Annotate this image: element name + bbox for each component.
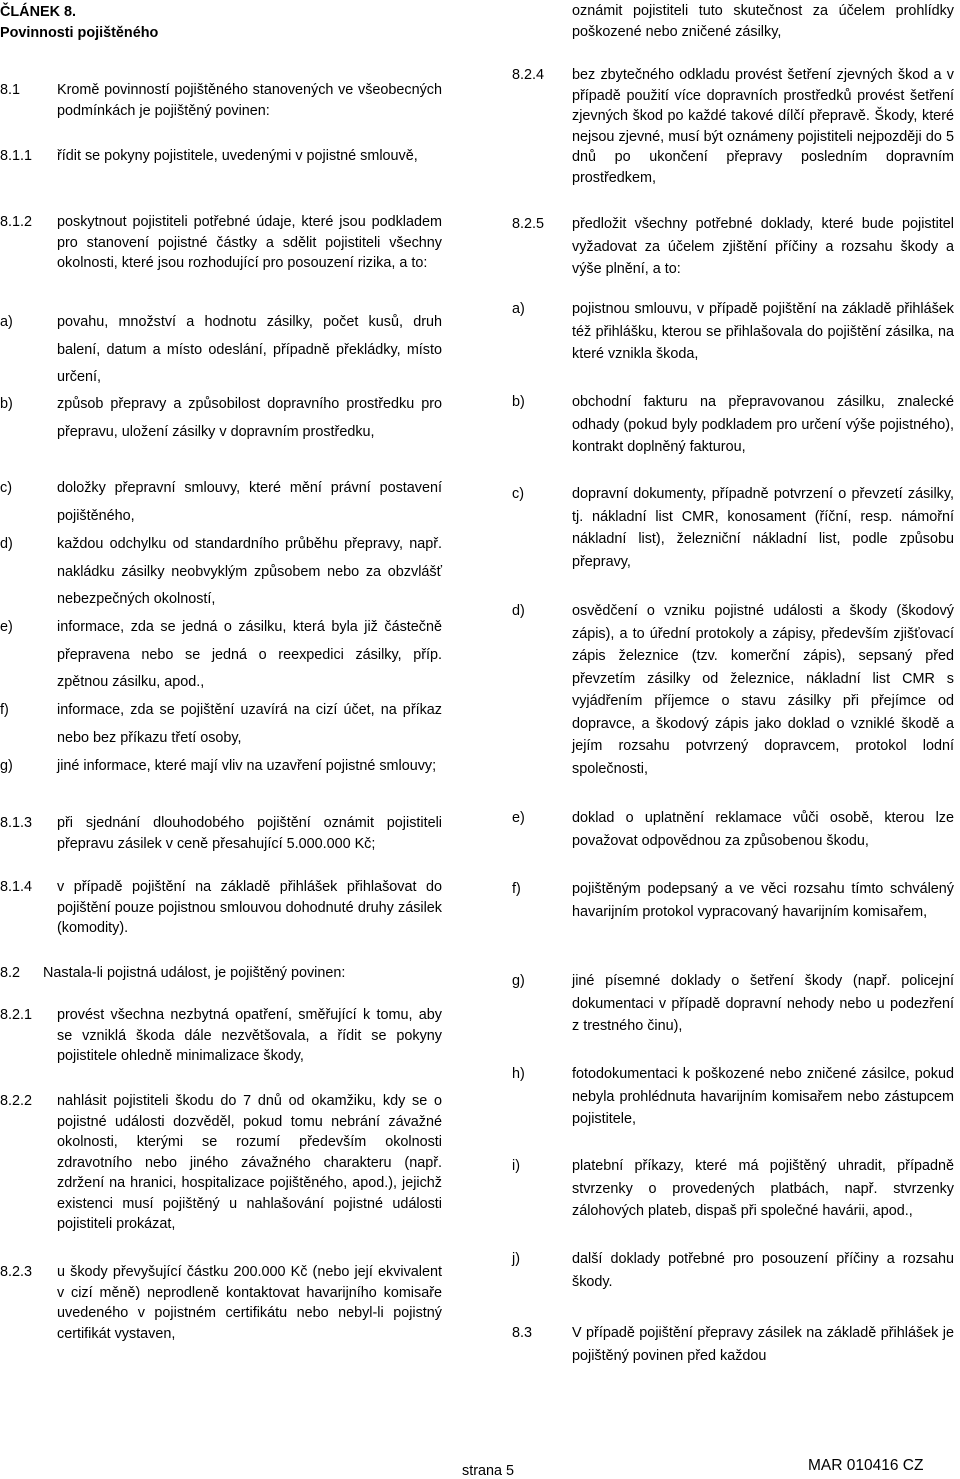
clause-8-1-2: [0, 212, 442, 274]
clause-text: řídit se pokyny pojistitele, uvedenými v pojistné smlouvě,: [57, 148, 418, 164]
document-code: MAR 010416 CZ: [808, 1457, 924, 1474]
clause-8-1: [0, 80, 442, 121]
clause-number: 8.1.4: [0, 879, 33, 895]
clause-text: nahlásit pojistiteli škodu do 7 dnů od okamžiku, kdy se o pojistné události dozvěděl, pokud tomu nebrání závažné okolnosti, kterými se rozumí především okolnosti zdravotního nebo jiného závažného charakteru (např. zdržení na hranici, hospitalizace pojištěného, apod.), jejichž existenci musí pojištěný u nahlašování pojistné události pojistiteli prokázat,: [57, 1093, 442, 1232]
item-label: i): [512, 1158, 520, 1174]
item-text: jiné písemné doklady o šetření škody (např. policejní dokumentaci v případě dopravní nehody nebo u podezření z trestného činu),: [572, 973, 954, 1034]
clause-number: 8.1.3: [0, 815, 33, 831]
article-title: ČLÁNEK 8.: [0, 4, 76, 20]
clause-number: 8.2.3: [0, 1264, 33, 1280]
list-item: [0, 391, 442, 446]
item-text: pojištěným podepsaný a ve věci rozsahu tímto schválený havarijním protokol vypracovaný havarijním komisařem,: [572, 881, 954, 920]
list-item: [512, 1155, 954, 1223]
item-label: b): [0, 396, 13, 412]
item-label: g): [512, 973, 525, 989]
item-text: fotodokumentaci k poškozené nebo zničené zásilce, pokud nebyla prohlédnuta havarijním komisařem nebo zástupcem pojistitele,: [572, 1066, 954, 1127]
article-heading: [0, 2, 158, 43]
clause-text: bez zbytečného odkladu provést šetření zjevných škod a v případě použití více dopravních prostředků provést šetření zjevných škod po každé takové dílčí přepravě. Škody, které nejsou zjevné, musí být oznámeny pojistiteli nejpozději do 5 dnů po ukončení přepravy posledním dopravním prostředkem,: [572, 67, 954, 186]
clause-text: Nastala-li pojistná událost, je pojištěný povinen:: [43, 965, 346, 981]
clause-text: předložit všechny potřebné doklady, které bude pojistitel vyžadovat za účelem zjištění příčiny a rozsahu škody a výše plnění, a to:: [572, 216, 954, 277]
clause-8-1-3: [0, 813, 442, 854]
clause-8-3: [512, 1322, 954, 1367]
clause-8-2-5: [512, 213, 954, 281]
clause-number: 8.2.5: [512, 216, 545, 232]
clause-text: poskytnout pojistiteli potřebné údaje, které jsou podkladem pro stanovení pojistné částky a sdělit pojistiteli všechny okolnosti, které jsou rozhodující pro posouzení rizika, a to:: [57, 214, 442, 271]
item-label: j): [512, 1251, 520, 1267]
item-label: g): [0, 758, 13, 774]
clause-text: Kromě povinností pojištěného stanovených ve všeobecných podmínkách je pojištěný povinen:: [57, 82, 442, 119]
item-text: doložky přepravní smlouvy, které mění právní postavení pojištěného,: [57, 480, 442, 524]
clause-text: u škody převyšující částku 200.000 Kč (nebo její ekvivalent v cizí měně) neprodleně kontaktovat havarijního komisaře uvedeného v pojistném certifikátu nebo nebyl-li pojistný certifikát vystaven,: [57, 1264, 442, 1342]
item-text: osvědčení o vzniku pojistné události a škody (škodový zápis), a to úřední protokoly a zápisy, především zjišťovací zápis železnice (tzv. komerční zápis), sepsaný před převzetím zásilky od železnice, nákladní list CMR s vyjádřením příjemce o stavu zásilky při přejímce od dopravce, a škodový zápis jako doklad o vzniklé škodě a jejím rozsahu potvrzený dopravcem, protokol lodní společnosti,: [572, 603, 954, 777]
item-label: b): [512, 394, 525, 410]
clause-8-1-1: [0, 146, 442, 167]
list-item: [0, 614, 442, 697]
list-item: [512, 970, 954, 1038]
list-item: [0, 697, 442, 752]
clause-8-2-4: [512, 65, 954, 188]
clause-text: v případě pojištění na základě přihlášek přihlašovat do pojištění pouze pojistnou smlouvou dohodnuté druhy zásilek (komodity).: [57, 879, 442, 936]
clause-number: 8.1: [0, 82, 21, 98]
item-text: jiné informace, které mají vliv na uzavření pojistné smlouvy;: [57, 758, 437, 774]
list-item: [512, 600, 954, 780]
item-label: c): [0, 480, 12, 496]
list-item: [0, 309, 442, 392]
item-label: f): [512, 881, 521, 897]
item-label: d): [512, 603, 525, 619]
page-number: strana 5: [462, 1463, 514, 1479]
list-item: [512, 391, 954, 459]
clause-number: 8.2: [0, 965, 21, 981]
clause-number: 8.1.2: [0, 214, 33, 230]
list-item: [512, 878, 954, 923]
clause-8-2-3: [0, 1262, 442, 1344]
item-text: obchodní fakturu na přepravovanou zásilku, znalecké odhady (pokud byly podkladem pro určení výše pojistného), kontrakt doplněný fakturou,: [572, 394, 954, 455]
clause-number: 8.2.4: [512, 67, 545, 83]
clause-8-2: [0, 963, 442, 984]
item-label: c): [512, 486, 524, 502]
item-text: informace, zda se jedná o zásilku, která byla již částečně přepravena nebo se jedná o reexpedici zásilky, příp. zpětnou zásilku, apod.,: [57, 619, 442, 690]
item-text: informace, zda se pojištění uzavírá na cizí účet, na příkaz nebo bez příkazu třetí osoby,: [57, 702, 442, 746]
item-text: doklad o uplatnění reklamace vůči osobě, kterou lze považovat odpovědnou za způsobenou škodu,: [572, 810, 954, 849]
item-label: a): [0, 314, 13, 330]
clause-number: 8.2.2: [0, 1093, 33, 1109]
item-text: další doklady potřebné pro posouzení příčiny a rozsahu škody.: [572, 1251, 954, 1290]
clause-number: 8.3: [512, 1325, 533, 1341]
item-text: způsob přepravy a způsobilost dopravního prostředku pro přepravu, uložení zásilky v dopravním prostředku,: [57, 396, 442, 440]
item-text: dopravní dokumenty, případně potvrzení o převzetí zásilky, tj. nákladní list CMR, konosament (říční, resp. námořní nákladní list), železniční nákladní list, podle způsobu přepravy,: [572, 486, 954, 570]
item-label: f): [0, 702, 9, 718]
clause-text: provést všechna nezbytná opatření, směřující k tomu, aby se vzniklá škoda dále nezvětšovala, a řídit se pokyny pojistitele ohledně minimalizace škody,: [57, 1007, 442, 1064]
continued-text: [572, 1, 954, 42]
list-item: [512, 298, 954, 366]
item-text: každou odchylku od standardního průběhu přepravy, např. nakládku zásilky neobvyklým způsobem nebo za obzvlášť nebezpečných okolností,: [57, 536, 442, 607]
clause-8-2-1: [0, 1005, 442, 1067]
list-item: [512, 1063, 954, 1131]
item-text: pojistnou smlouvu, v případě pojištění na základě přihlášek též přihlášku, kterou se přihlašovala do pojištění zásilka, na které vznikla škoda,: [572, 301, 954, 362]
list-item: [0, 475, 442, 530]
item-label: d): [0, 536, 13, 552]
item-label: e): [0, 619, 13, 635]
clause-8-2-2: [0, 1091, 442, 1235]
item-label: h): [512, 1066, 525, 1082]
article-subtitle: Povinnosti pojištěného: [0, 24, 159, 41]
continued-paragraph: oznámit pojistiteli tuto skutečnost za účelem prohlídky poškozené nebo zničené zásilky,: [572, 3, 954, 40]
item-text: platební příkazy, které má pojištěný uhradit, případně stvrzenky o provedených platbách, např. stvrzenky zálohových plateb, dispaš při společné havárii, apod.,: [572, 1158, 954, 1219]
item-label: e): [512, 810, 525, 826]
clause-number: 8.1.1: [0, 148, 33, 164]
clause-text: V případě pojištění přepravy zásilek na základě přihlášek je pojištěný povinen před každou: [572, 1325, 954, 1364]
list-item: [512, 807, 954, 852]
list-item: [512, 483, 954, 573]
clause-number: 8.2.1: [0, 1007, 33, 1023]
clause-8-1-4: [0, 877, 442, 939]
item-label: a): [512, 301, 525, 317]
item-text: povahu, množství a hodnotu zásilky, počet kusů, druh balení, datum a místo odeslání, případně překládky, místo určení,: [57, 314, 442, 385]
list-item: [0, 753, 442, 781]
clause-text: při sjednání dlouhodobého pojištění oznámit pojistiteli přepravu zásilek v ceně přesahující 5.000.000 Kč;: [57, 815, 442, 852]
list-item: [0, 531, 442, 614]
list-item: [512, 1248, 954, 1293]
